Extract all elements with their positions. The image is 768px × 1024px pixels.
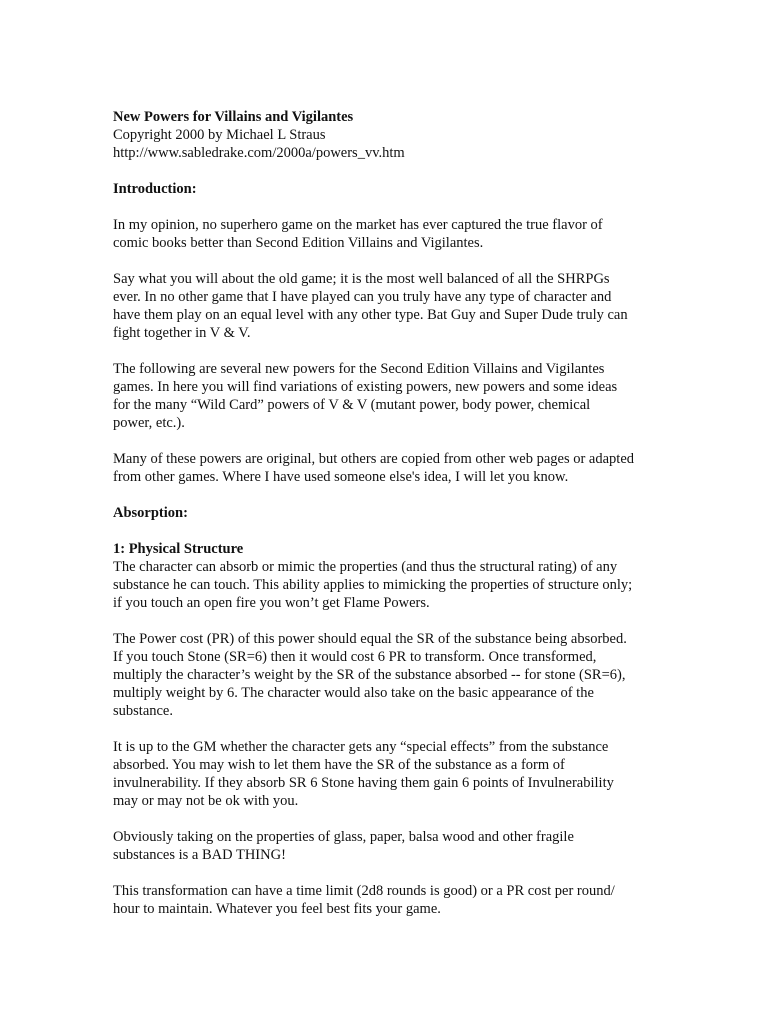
absorption-paragraph-1: The character can absorb or mimic the properties (and thus the structural rating) of any substance he can touch. This ability applies to mimicking the properties of structure only; if you touch an open fire you won’t get Flame Powers.	[113, 559, 633, 611]
introduction-heading: Introduction:	[113, 181, 197, 197]
intro-paragraph-1: In my opinion, no superhero game on the market has ever captured the true flavor of comic books better than Second Edition Villains and Vigilantes.	[113, 217, 603, 251]
intro-paragraph-2: Say what you will about the old game; it is the most well balanced of all the SHRPGs ever. In no other game that I have played can you truly have any type of character and have them play on an equal level with any other type. Bat Guy and Super Dude truly can fight together in V & V.	[113, 271, 628, 341]
physical-structure-subheading: 1: Physical Structure	[113, 541, 244, 557]
document-page	[113, 108, 673, 918]
absorption-paragraph-2: The Power cost (PR) of this power should equal the SR of the substance being absorbed. If you touch Stone (SR=6) then it would cost 6 PR to transform. Once transformed, multiply the character’s weight by the SR of the substance absorbed -- for stone (SR=6), multiply weight by 6. The character would also take on the basic appearance of the substance.	[113, 631, 627, 719]
intro-paragraph-3: The following are several new powers for the Second Edition Villains and Vigilantes games. In here you will find variations of existing powers, new powers and some ideas for the many “Wild Card” powers of V & V (mutant power, body power, chemical power, etc.).	[113, 361, 618, 431]
absorption-heading: Absorption:	[113, 505, 188, 521]
absorption-paragraph-3: It is up to the GM whether the character gets any “special effects” from the substance absorbed. You may wish to let them have the SR of the substance as a form of invulnerability. If they absorb SR 6 Stone having them gain 6 points of Invulnerability may or may not be ok with you.	[113, 739, 614, 809]
source-url: http://www.sabledrake.com/2000a/powers_vv.htm	[113, 145, 405, 161]
copyright-line: Copyright 2000 by Michael L Straus	[113, 127, 326, 143]
intro-paragraph-4: Many of these powers are original, but others are copied from other web pages or adapted from other games. Where I have used someone else's idea, I will let you know.	[113, 451, 635, 485]
document-header	[113, 108, 673, 162]
document-title: New Powers for Villains and Vigilantes	[113, 109, 354, 125]
absorption-paragraph-4: Obviously taking on the properties of glass, paper, balsa wood and other fragile substances is a BAD THING!	[113, 829, 574, 863]
absorption-paragraph-5: This transformation can have a time limit (2d8 rounds is good) or a PR cost per round/ hour to maintain. Whatever you feel best fits your game.	[113, 883, 615, 917]
